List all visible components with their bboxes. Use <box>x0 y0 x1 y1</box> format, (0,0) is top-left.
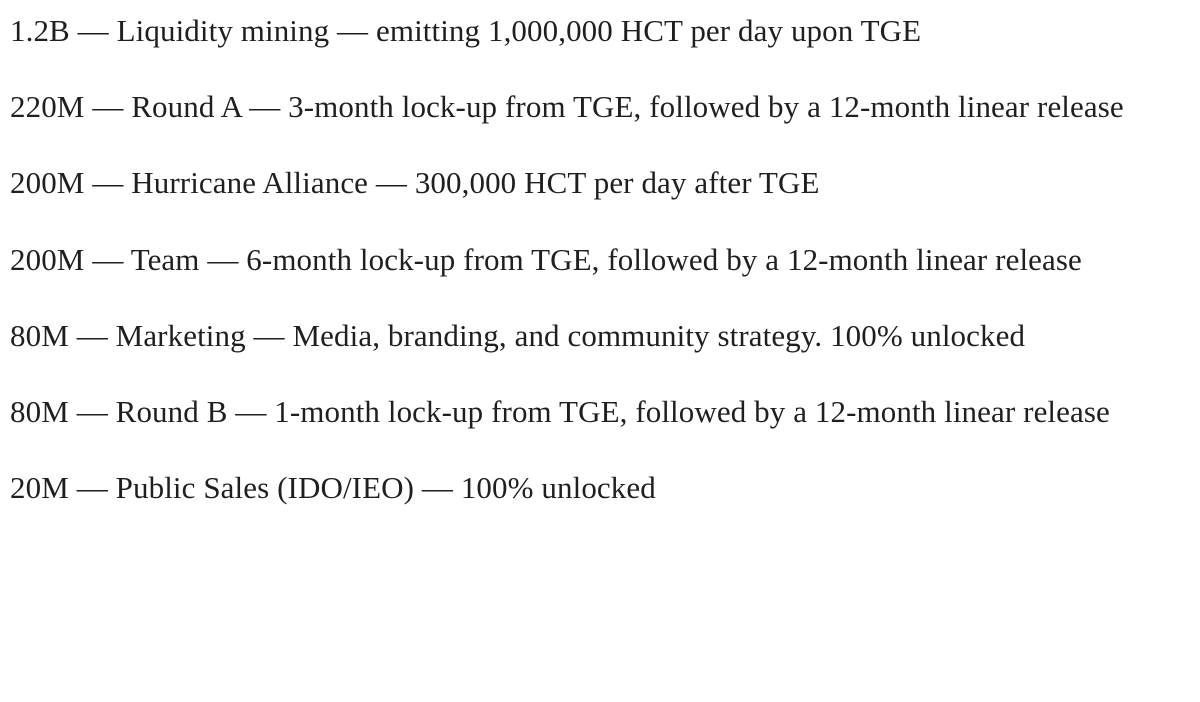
allocation-item: 220M — Round A — 3-month lock-up from TGE, followed by a 12-month linear release <box>10 89 1124 125</box>
allocation-item: 1.2B — Liquidity mining — emitting 1,000,000 HCT per day upon TGE <box>10 13 922 48</box>
allocation-item: 200M — Hurricane Alliance — 300,000 HCT per day after TGE <box>10 165 820 201</box>
allocation-item: 200M — Team — 6-month lock-up from TGE, followed by a 12-month linear release <box>10 241 1082 277</box>
allocation-item: 80M — Round B — 1-month lock-up from TGE, followed by a 12-month linear release <box>10 394 1110 430</box>
allocation-item: 80M — Marketing — Media, branding, and community strategy. 100% unlocked <box>10 317 1026 353</box>
allocation-item: 20M — Public Sales (IDO/IEO) — 100% unlocked <box>10 470 656 506</box>
